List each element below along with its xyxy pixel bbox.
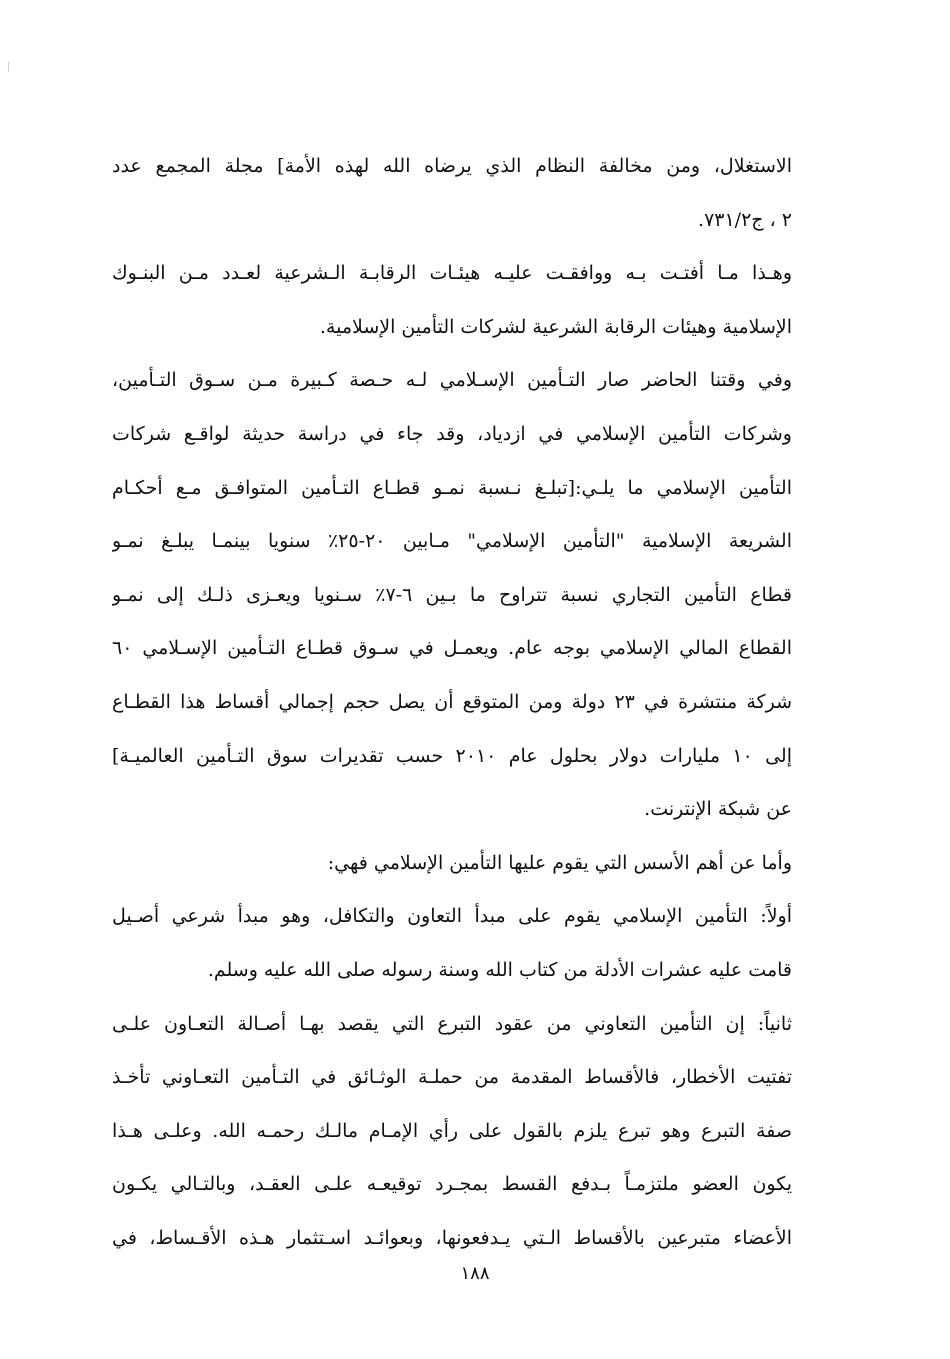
text-line: ٢ ، ج٧٣١/٢.	[698, 208, 792, 231]
text-line: عن شبكة الإنترنت.	[644, 798, 792, 821]
text-line: شركة منتشرة في ٢٣ دولة ومن المتوقع أن يصل حجم إجمالي أقساط هذا القطـاع	[112, 690, 792, 713]
text-line: إلى ١٠ مليارات دولار بحلول عام ٢٠١٠ حسب تقديرات سوق التـأمين العالميـة]	[112, 744, 792, 767]
text-line: وفي وقتنا الحاضر صار التـأمين الإسـلامي لـه حـصة كـبيرة مـن سـوق التـأمين،	[112, 369, 792, 392]
text-line: الشريعة الإسلامية "التأمين الإسلامي" مـابين ٢٠-٢٥٪ سنويا بينمـا يبلـغ نمـو	[112, 530, 792, 553]
text-line: ثانياً: إن التأمين التعاوني من عقود التبرع التي يقصد بهـا أصـالة التعـاون علـى	[112, 1012, 792, 1035]
text-line: التأمين الإسلامي ما يلـي:[تبلـغ نـسبة نمـو قطـاع التـأمين المتوافـق مـع أحكـام	[112, 476, 792, 499]
text-line: الأعضاء متبرعين بالأقساط الـتي يـدفعونها، وبعوائـد اسـتثمار هـذه الأقـساط، في	[112, 1226, 792, 1249]
text-line: قامت عليه عشرات الأدلة من كتاب الله وسنة رسوله صلى الله عليه وسلم.	[207, 958, 792, 981]
text-line: أولاً: التأمين الإسلامي يقوم على مبدأ التعاون والتكافل، وهو مبدأ شرعي أصـيل	[112, 905, 792, 928]
page-number: ١٨٨	[460, 1263, 490, 1284]
text-line: قطاع التأمين التجاري نسبة تتراوح ما بـين ٦-٧٪ سـنويا ويعـزى ذلـك إلى نمـو	[112, 583, 792, 606]
body-text	[112, 140, 792, 1265]
text-line: وأما عن أهم الأسس التي يقوم عليها التأمين الإسلامي فهي:	[327, 851, 792, 874]
text-line: وشركات التأمين الإسلامي في ازدياد، وقد جاء في دراسة حديثة لواقـع شركات	[112, 422, 792, 445]
text-line: تفتيت الأخطار، فالأقساط المقدمة من حملـة الوثـائق في التـأمين التعـاوني تأخـذ	[112, 1066, 792, 1089]
text-line: صفة التبرع وهو تبرع يلزم بالقول على رأي الإمـام مالـك رحمـه الله. وعلـى هـذا	[112, 1119, 792, 1142]
text-line: الإسلامية وهيئات الرقابة الشرعية لشركات التأمين الإسلامية.	[319, 315, 792, 338]
text-line: الاستغلال، ومن مخالفة النظام الذي يرضاه الله لهذه الأمة] مجلة المجمع عدد	[112, 155, 792, 177]
text-line: وهـذا مـا أفتـت بـه ووافقـت عليـه هيئـات الرقابـة الـشرعية لعـدد مـن البنـوك	[112, 262, 792, 285]
scan-mark	[8, 62, 9, 72]
text-line: يكون العضو ملتزمـاً بـدفع القسط بمجـرد توقيعـه علـى العقـد، وبالتـالي يكـون	[112, 1173, 792, 1196]
text-line: القطاع المالي الإسلامي بوجه عام. ويعمـل في سـوق قطـاع التـأمين الإسـلامي ٦٠	[112, 637, 792, 660]
